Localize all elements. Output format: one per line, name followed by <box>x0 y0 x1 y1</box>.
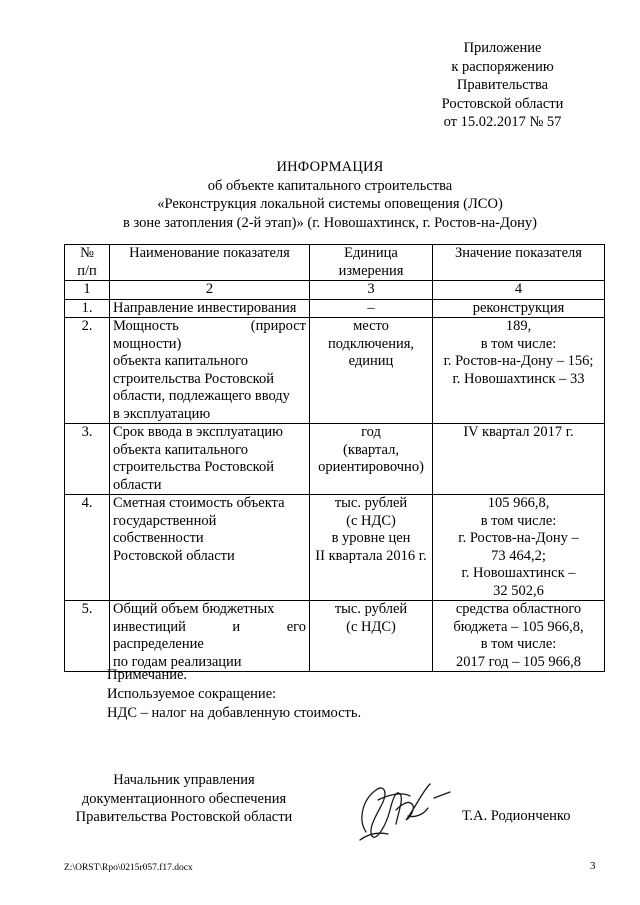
document-title <box>60 158 600 232</box>
note-line: Примечание. <box>107 667 188 683</box>
note-block <box>107 666 587 723</box>
note-line: Используемое сокращение: <box>107 686 277 702</box>
title-heading: ИНФОРМАЦИЯ <box>276 159 384 175</box>
table-header-row <box>65 245 605 281</box>
table-row <box>65 424 605 495</box>
unit-of-measure: год (квартал, ориентировочно) <box>310 424 433 495</box>
info-table <box>64 244 605 672</box>
column-number: 2 <box>110 281 310 300</box>
appendix-block <box>400 39 605 132</box>
column-number: 1 <box>65 281 110 300</box>
row-number: 5. <box>65 601 110 672</box>
appendix-line: Приложение <box>463 40 542 56</box>
header-num: № п/п <box>65 245 110 281</box>
indicator-value: 189, в том числе: г. Ростов-на-Дону – 156; г. Новошахтинск – 33 <box>433 318 605 424</box>
indicator-value: IV квартал 2017 г. <box>433 424 605 495</box>
table-row <box>65 601 605 672</box>
unit-of-measure: – <box>310 299 433 318</box>
indicator-value: 105 966,8, в том числе: г. Ростов-на-Дону – 73 464,2; г. Новошахтинск – 32 502,6 <box>433 495 605 601</box>
handwritten-signature <box>338 770 458 845</box>
indicator-name: Срок ввода в эксплуатацию объекта капитального строительства Ростовской области <box>110 424 310 495</box>
indicator-value: реконструкция <box>433 299 605 318</box>
title-line: об объекте капитального строительства <box>207 177 453 194</box>
row-number: 4. <box>65 495 110 601</box>
appendix-line: Ростовской области <box>441 95 564 112</box>
table-row <box>65 299 605 318</box>
column-number: 3 <box>310 281 433 300</box>
table-row <box>65 318 605 424</box>
title-line: «Реконструкция локальной системы оповещения (ЛСО) <box>157 196 503 212</box>
table-row <box>65 495 605 601</box>
page-number: 3 <box>590 860 596 872</box>
column-number: 4 <box>433 281 605 300</box>
row-number: 3. <box>65 424 110 495</box>
row-number: 2. <box>65 318 110 424</box>
column-number-row <box>65 281 605 300</box>
signatory-name: Т.А. Родионченко <box>462 808 571 824</box>
appendix-line: к распоряжению <box>451 58 554 75</box>
signatory-position: Начальник управления документационного обеспечения Правительства Ростовской области <box>75 772 293 825</box>
appendix-line: Правительства <box>456 77 549 93</box>
appendix-line: от 15.02.2017 № 57 <box>443 114 562 130</box>
note-line: НДС – налог на добавленную стоимость. <box>107 705 362 721</box>
title-line: в зоне затопления (2-й этап)» (г. Новошахтинск, г. Ростов-на-Дону) <box>123 214 537 231</box>
indicator-name: Направление инвестирования <box>110 299 310 318</box>
unit-of-measure: тыс. рублей (с НДС) <box>310 601 433 672</box>
indicator-name: Общий объем бюджетных инвестиций и его распределение по годам реализации <box>110 601 310 672</box>
indicator-value: средства областного бюджета – 105 966,8, в том числе: 2017 год – 105 966,8 <box>433 601 605 672</box>
header-value: Значение показателя <box>433 245 605 281</box>
header-name: Наименование показателя <box>110 245 310 281</box>
file-path: Z:\ORST\Rpo\0215r057.f17.docx <box>64 863 193 873</box>
indicator-name: Мощность (прирост мощности) объекта капитального строительства Ростовской области, подлежащего вводу в эксплуатацию <box>110 318 310 424</box>
unit-of-measure: место подключения, единиц <box>310 318 433 424</box>
unit-of-measure: тыс. рублей (с НДС) в уровне цен II квартала 2016 г. <box>310 495 433 601</box>
header-unit: Единица измерения <box>310 245 433 281</box>
row-number: 1. <box>65 299 110 318</box>
indicator-name: Сметная стоимость объекта государственной собственности Ростовской области <box>110 495 310 601</box>
